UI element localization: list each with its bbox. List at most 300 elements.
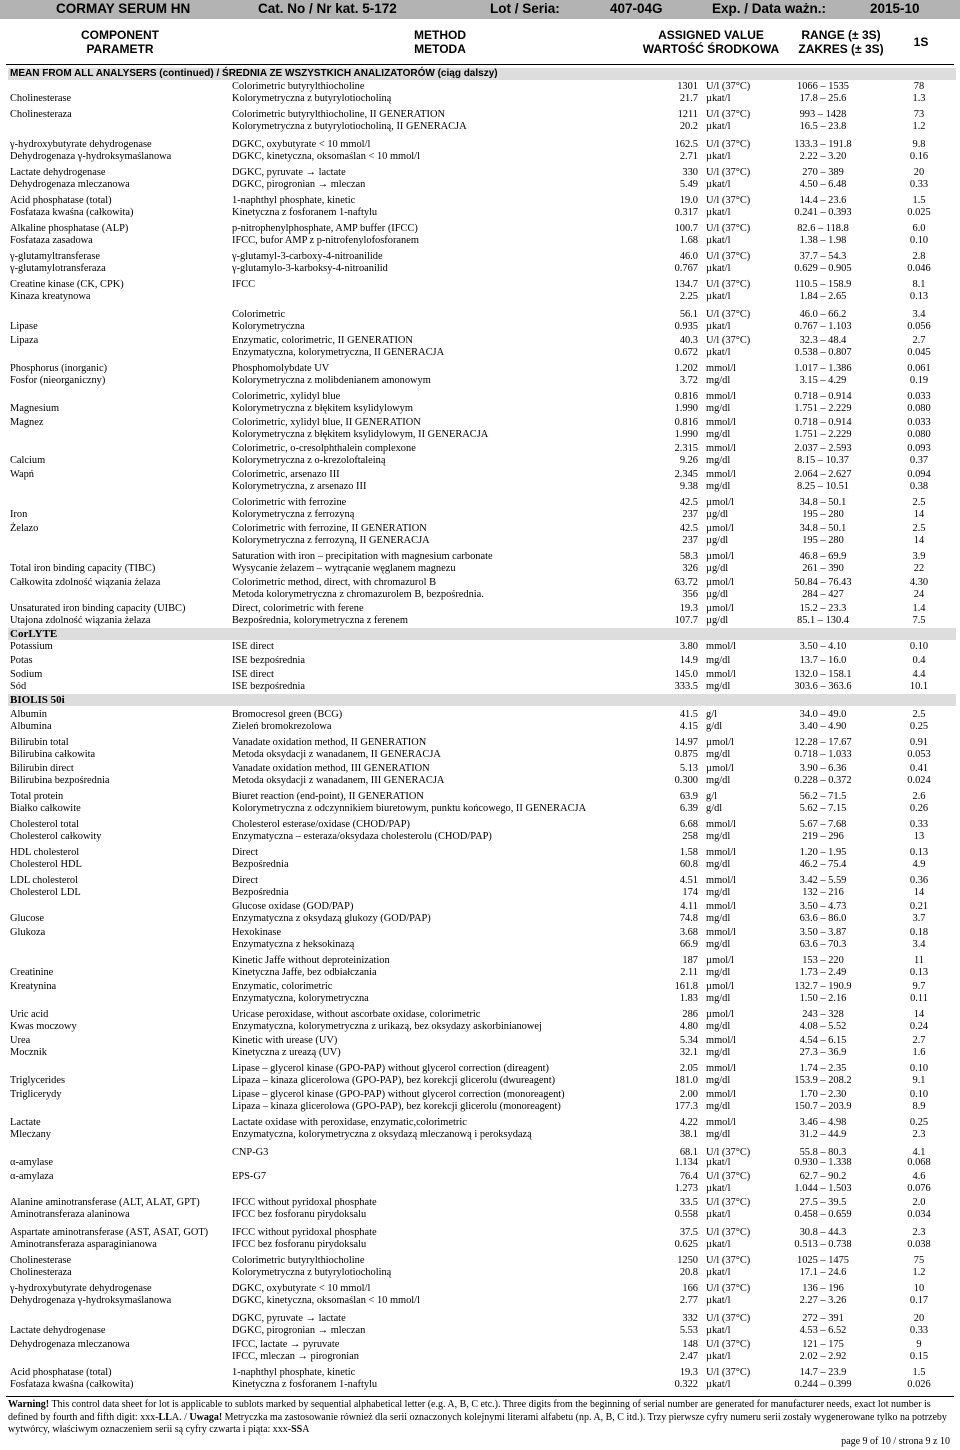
cell-one-s: 0.4 — [912, 655, 926, 666]
cell-range: 46.2 – 75.4 — [799, 859, 847, 870]
cell-component: Mocznik — [10, 1047, 47, 1058]
cell-assigned-value: 4.11 — [680, 901, 698, 912]
cell-assigned-value: 1.990 — [674, 403, 698, 414]
cell-component: Potas — [10, 655, 33, 666]
table-row — [0, 1020, 960, 1034]
cell-component: Unsaturated iron binding capacity (UIBC) — [10, 603, 186, 614]
cell-one-s: 9.8 — [912, 139, 926, 150]
cell-method: Kolorymetryczna z ferrozyną — [232, 509, 355, 520]
cell-unit: mmol/l — [706, 443, 737, 454]
cell-component: Lactate dehydrogenase — [10, 1325, 106, 1336]
cell-range: 243 – 328 — [802, 1009, 844, 1020]
cell-range: 3.50 – 4.10 — [799, 641, 847, 652]
cell-one-s: 3.4 — [912, 939, 926, 950]
cell-one-s: 22 — [913, 563, 925, 574]
cell-component: Fosfor (nieorganiczny) — [10, 375, 106, 386]
cell-range: 219 – 296 — [802, 831, 844, 842]
cell-unit: U/l (37°C) — [706, 1283, 751, 1294]
table-row — [0, 1100, 960, 1114]
cell-one-s: 0.25 — [909, 1117, 929, 1128]
cell-unit: µmol/l — [706, 603, 734, 614]
cell-method: IFCC, bufor AMP z p-nitrofenylofosforanem — [232, 235, 419, 246]
cell-range: 27.3 – 36.9 — [799, 1047, 847, 1058]
cell-method: EPS-G7 — [232, 1171, 267, 1182]
cell-method: Kolorymetryczna z butyrylotiocholiną, II GENERACJA — [232, 121, 467, 132]
cell-method: Bezpośrednia, kolorymetryczna z ferenem — [232, 615, 408, 626]
cell-assigned-value: 60.8 — [679, 859, 698, 870]
cell-assigned-value: 326 — [682, 563, 698, 574]
cell-assigned-value: 3.72 — [679, 375, 698, 386]
table-row — [0, 346, 960, 360]
cell-one-s: 14 — [913, 1009, 925, 1020]
cell-unit: µkat/l — [706, 321, 731, 332]
cell-component: Cholesterol LDL — [10, 887, 81, 898]
cell-assigned-value: 134.7 — [674, 279, 698, 290]
table-row — [0, 886, 960, 900]
cell-unit: U/l (37°C) — [706, 1171, 751, 1182]
table-row — [0, 1266, 960, 1280]
cell-range: 0.458 – 0.659 — [794, 1209, 852, 1220]
cell-component: Acid phosphatase (total) — [10, 195, 112, 206]
catalog-number: Cat. No / Nr kat. 5-172 — [258, 1, 397, 16]
cell-assigned-value: 4.51 — [679, 875, 698, 886]
cell-method: Colorimetric butyrylthiocholine, II GENERATION — [232, 109, 445, 120]
cell-method: IFCC, mleczan → pirogronian — [232, 1351, 359, 1362]
table-row — [0, 830, 960, 844]
cell-assigned-value: 46.0 — [679, 251, 698, 262]
cell-range: 132 – 216 — [802, 887, 844, 898]
cell-range: 5.62 – 7.15 — [799, 803, 847, 814]
cell-method: Kolorymetryczna z błękitem ksylidylowym, II GENERACJA — [232, 429, 489, 440]
cell-one-s: 0.053 — [907, 749, 931, 760]
cell-component: Lipase — [10, 321, 38, 332]
cell-assigned-value: 0.935 — [674, 321, 698, 332]
expiry-label: Exp. / Data ważn.: — [712, 1, 827, 16]
cell-unit: mg/dl — [706, 775, 731, 786]
cell-unit: mg/dl — [706, 887, 731, 898]
cell-method: DGKC, kinetyczna, oksomaślan < 10 mmol/l — [232, 1295, 420, 1306]
cell-assigned-value: 2.05 — [679, 1063, 698, 1074]
cell-component: Sód — [10, 681, 27, 692]
cell-assigned-value: 1.134 — [674, 1157, 698, 1168]
cell-range: 46.0 – 66.2 — [799, 309, 847, 320]
cell-one-s: 0.37 — [909, 455, 929, 466]
cell-assigned-value: 14.97 — [674, 737, 698, 748]
product-name: CORMAY SERUM HN — [56, 1, 191, 16]
cell-range: 132.0 – 158.1 — [794, 669, 852, 680]
cell-assigned-value: 166 — [682, 1283, 698, 1294]
cell-assigned-value: 6.39 — [679, 803, 698, 814]
cell-assigned-value: 2.47 — [679, 1351, 698, 1362]
cell-range: 1.84 – 2.65 — [799, 291, 847, 302]
cell-component: Alanine aminotransferase (ALT, ALAT, GPT) — [10, 1197, 200, 1208]
cell-range: 1.044 – 1.503 — [794, 1183, 852, 1194]
cell-assigned-value: 42.5 — [679, 523, 698, 534]
cell-component: Aminotransferaza asparaginianowa — [10, 1239, 157, 1250]
cell-component: Uric acid — [10, 1009, 49, 1020]
cell-method: DGKC, oxybutyrate < 10 mmol/l — [232, 139, 371, 150]
cell-range: 4.53 – 6.52 — [799, 1325, 847, 1336]
cell-unit: µmol/l — [706, 737, 734, 748]
cell-range: 133.3 – 191.8 — [794, 139, 852, 150]
cell-one-s: 2.0 — [912, 1197, 926, 1208]
cell-range: 1.20 – 1.95 — [799, 847, 847, 858]
cell-one-s: 1.3 — [912, 93, 926, 104]
cell-one-s: 0.034 — [907, 1209, 931, 1220]
cell-method: Kinetyczna Jaffe, bez odbiałczania — [232, 967, 377, 978]
cell-unit: µmol/l — [706, 497, 734, 508]
cell-unit: mg/dl — [706, 681, 731, 692]
cell-method: ISE bezpośrednia — [232, 655, 305, 666]
cell-range: 16.5 – 23.8 — [799, 121, 847, 132]
cell-assigned-value: 2.77 — [679, 1295, 698, 1306]
cell-range: 4.50 – 6.48 — [799, 179, 847, 190]
cell-unit: µmol/l — [706, 523, 734, 534]
cell-assigned-value: 0.672 — [674, 347, 698, 358]
cell-range: 150.7 – 203.9 — [794, 1101, 852, 1112]
cell-assigned-value: 4.15 — [679, 721, 698, 732]
cell-unit: mg/dl — [706, 993, 731, 1004]
cell-component: Dehydrogenaza γ-hydroksymaślanowa — [10, 151, 172, 162]
cell-one-s: 2.7 — [912, 1035, 926, 1046]
cell-one-s: 4.30 — [909, 577, 929, 588]
cell-assigned-value: 9.38 — [679, 481, 698, 492]
cell-method: Direct — [232, 847, 258, 858]
cell-unit: mmol/l — [706, 363, 737, 374]
cell-assigned-value: 1.202 — [674, 363, 698, 374]
cell-unit: µg/dl — [706, 615, 729, 626]
lot-label: Lot / Seria: — [490, 1, 560, 16]
cell-assigned-value: 0.767 — [674, 263, 698, 274]
cell-assigned-value: 145.0 — [674, 669, 698, 680]
cell-range: 3.15 – 4.29 — [799, 375, 847, 386]
cell-one-s: 1.5 — [912, 195, 926, 206]
cell-range: 1.751 – 2.229 — [794, 403, 852, 414]
cell-assigned-value: 4.22 — [679, 1117, 698, 1128]
cell-one-s: 0.094 — [907, 469, 931, 480]
cell-component: Total protein — [10, 791, 64, 802]
cell-method: Enzymatyczna, kolorymetryczna z urikazą, bez oksydazy askorbinianowej — [232, 1021, 542, 1032]
cell-unit: g/l — [706, 709, 717, 720]
cell-unit: µg/dl — [706, 589, 729, 600]
cell-component: Lipaza — [10, 335, 39, 346]
cell-assigned-value: 40.3 — [679, 335, 698, 346]
cell-unit: mmol/l — [706, 819, 737, 830]
cell-assigned-value: 4.80 — [679, 1021, 698, 1032]
cell-assigned-value: 161.8 — [674, 981, 698, 992]
cell-unit: U/l (37°C) — [706, 167, 751, 178]
cell-one-s: 1.6 — [912, 1047, 926, 1058]
cell-method: IFCC without pyridoxal phosphate — [232, 1197, 377, 1208]
cell-range: 55.8 – 80.3 — [799, 1147, 847, 1158]
cell-method: Colorimetric, xylidyl blue, II GENERATION — [232, 417, 421, 428]
cell-range: 270 – 389 — [802, 167, 844, 178]
cell-method: IFCC without pyridoxal phosphate — [232, 1227, 377, 1238]
table-row — [0, 1128, 960, 1142]
cell-assigned-value: 6.68 — [679, 819, 698, 830]
cell-one-s: 2.7 — [912, 335, 926, 346]
cell-method: Enzymatyczna z oksydazą glukozy (GOD/PAP) — [232, 913, 431, 924]
table-row — [0, 320, 960, 334]
cell-unit: µmol/l — [706, 1009, 734, 1020]
cell-component: α-amylase — [10, 1157, 53, 1168]
cell-range: 0.718 – 0.914 — [794, 417, 852, 428]
cell-range: 284 – 427 — [802, 589, 844, 600]
cell-range: 195 – 280 — [802, 535, 844, 546]
cell-component: Lactate dehydrogenase — [10, 167, 106, 178]
cell-one-s: 0.026 — [907, 1379, 931, 1390]
cell-assigned-value: 1.990 — [674, 429, 698, 440]
cell-range: 1.73 – 2.49 — [799, 967, 847, 978]
cell-component: Albumina — [10, 721, 52, 732]
cell-one-s: 2.3 — [912, 1129, 926, 1140]
cell-unit: U/l (37°C) — [706, 81, 751, 92]
cell-component: LDL cholesterol — [10, 875, 78, 886]
cell-assigned-value: 237 — [682, 535, 698, 546]
cell-unit: U/l (37°C) — [706, 1339, 751, 1350]
cell-unit: mg/dl — [706, 1075, 731, 1086]
cell-unit: U/l (37°C) — [706, 1313, 751, 1324]
cell-method: ISE direct — [232, 669, 274, 680]
cell-unit: mg/dl — [706, 403, 731, 414]
cell-range: 3.40 – 4.90 — [799, 721, 847, 732]
cell-one-s: 13 — [913, 831, 925, 842]
cell-one-s: 0.18 — [909, 927, 929, 938]
table-row — [0, 938, 960, 952]
table-row — [0, 150, 960, 164]
cell-one-s: 2.3 — [912, 1227, 926, 1238]
cell-one-s: 8.1 — [912, 279, 926, 290]
table-row — [0, 680, 960, 694]
cell-method: Biuret reaction (end-point), II GENERATION — [232, 791, 424, 802]
cell-one-s: 0.25 — [909, 721, 929, 732]
cell-component: Triglicerydy — [10, 1089, 62, 1100]
cell-assigned-value: 2.345 — [674, 469, 698, 480]
cell-range: 0.228 – 0.372 — [794, 775, 852, 786]
cell-method: DGKC, pyruvate → lactate — [232, 167, 346, 178]
table-row — [0, 1378, 960, 1392]
cell-method: DGKC, pirogronian → mleczan — [232, 179, 366, 190]
cell-range: 261 – 390 — [802, 563, 844, 574]
cell-method: IFCC — [232, 279, 256, 290]
cell-unit: U/l (37°C) — [706, 109, 751, 120]
cell-unit: U/l (37°C) — [706, 309, 751, 320]
cell-one-s: 0.093 — [907, 443, 931, 454]
cell-one-s: 3.7 — [912, 913, 926, 924]
cell-range: 132.7 – 190.9 — [794, 981, 852, 992]
cell-method: Metoda oksydacji z wanadanem, III GENERACJA — [232, 775, 445, 786]
table-row — [0, 1074, 960, 1088]
cell-one-s: 14 — [913, 535, 925, 546]
cell-method: Enzymatyczna, kolorymetryczna z oksydazą mleczanową i peroksydazą — [232, 1129, 532, 1140]
cell-method: IFCC, lactate → pyruvate — [232, 1339, 340, 1350]
cell-assigned-value: 286 — [682, 1009, 698, 1020]
header-1s: 1S — [913, 35, 929, 49]
cell-range: 0.244 – 0.399 — [794, 1379, 852, 1390]
cell-assigned-value: 3.68 — [679, 927, 698, 938]
cell-assigned-value: 38.1 — [679, 1129, 698, 1140]
cell-unit: µkat/l — [706, 207, 731, 218]
cell-range: 0.513 – 0.738 — [794, 1239, 852, 1250]
cell-one-s: 0.24 — [909, 1021, 929, 1032]
table-row — [0, 774, 960, 788]
cell-assigned-value: 20.2 — [679, 121, 698, 132]
cell-one-s: 0.36 — [909, 875, 929, 886]
cell-assigned-value: 100.7 — [674, 223, 698, 234]
cell-unit: µkat/l — [706, 1183, 731, 1194]
cell-assigned-value: 237 — [682, 509, 698, 520]
cell-unit: U/l (37°C) — [706, 279, 751, 290]
cell-unit: g/dl — [706, 803, 723, 814]
header-range: RANGE (± 3S) ZAKRES (± 3S) — [798, 28, 884, 56]
cell-component: γ-hydroxybutyrate dehydrogenase — [10, 1283, 152, 1294]
cell-range: 31.2 – 44.9 — [799, 1129, 847, 1140]
cell-one-s: 0.033 — [907, 391, 931, 402]
cell-range: 3.90 – 6.36 — [799, 763, 847, 774]
cell-method: DGKC, pyruvate → lactate — [232, 1313, 346, 1324]
cell-unit: µkat/l — [706, 121, 731, 132]
cell-one-s: 0.080 — [907, 429, 931, 440]
cell-range: 0.718 – 1.033 — [794, 749, 852, 760]
table-row — [0, 654, 960, 668]
cell-one-s: 0.33 — [909, 819, 929, 830]
cell-one-s: 0.13 — [909, 291, 929, 302]
cell-range: 13.7 – 16.0 — [799, 655, 847, 666]
cell-component: Mleczany — [10, 1129, 51, 1140]
cell-unit: µkat/l — [706, 1351, 731, 1362]
table-row — [0, 858, 960, 872]
cell-unit: µg/dl — [706, 563, 729, 574]
cell-unit: mg/dl — [706, 1047, 731, 1058]
cell-method: Lipaza – kinaza glicerolowa (GPO-PAP), bez korekcji glicerolu (monoreagent) — [232, 1101, 561, 1112]
cell-assigned-value: 356 — [682, 589, 698, 600]
cell-component: Magnesium — [10, 403, 60, 414]
cell-one-s: 0.11 — [910, 993, 928, 1004]
cell-one-s: 0.056 — [907, 321, 931, 332]
table-row — [0, 1156, 960, 1170]
cell-unit: U/l (37°C) — [706, 195, 751, 206]
table-row — [0, 992, 960, 1006]
cell-method: Vanadate oxidation method, III GENERATION — [232, 763, 430, 774]
cell-unit: U/l (37°C) — [706, 335, 751, 346]
cell-method: Colorimetric butyrylthiocholine — [232, 1255, 365, 1266]
cell-range: 63.6 – 70.3 — [799, 939, 847, 950]
cell-range: 272 – 391 — [802, 1313, 844, 1324]
cell-method: Kinetyczna z fosforanem 1-naftylu — [232, 207, 378, 218]
cell-range: 2.064 – 2.627 — [794, 469, 852, 480]
cell-method: DGKC, kinetyczna, oksomaślan < 10 mmol/l — [232, 151, 420, 162]
cell-one-s: 7.5 — [912, 615, 926, 626]
cell-assigned-value: 1.68 — [679, 235, 698, 246]
table-row — [0, 178, 960, 192]
cell-component: Phosphorus (inorganic) — [10, 363, 108, 374]
cell-range: 1.50 – 2.16 — [799, 993, 847, 1004]
cell-method: Lipase – glycerol kinase (GPO-PAP) without glycerol correction (direagent) — [232, 1063, 550, 1074]
table-row — [0, 1294, 960, 1308]
cell-assigned-value: 148 — [682, 1339, 698, 1350]
cell-range: 1.017 – 1.386 — [794, 363, 852, 374]
cell-range: 0.629 – 0.905 — [794, 263, 852, 274]
cell-assigned-value: 76.4 — [679, 1171, 698, 1182]
cell-assigned-value: 0.317 — [674, 207, 698, 218]
cell-method: Kolorymetryczna z błękitem ksylidylowym — [232, 403, 413, 414]
cell-range: 2.27 – 3.26 — [799, 1295, 847, 1306]
cell-range: 56.2 – 71.5 — [799, 791, 847, 802]
cell-method: ISE bezpośrednia — [232, 681, 305, 692]
cell-component: Creatinine — [10, 967, 54, 978]
cell-method: Enzymatyczna – esteraza/oksydaza cholesterolu (CHOD/PAP) — [232, 831, 492, 842]
cell-component: Żelazo — [10, 523, 39, 534]
cell-method: Colorimetric, xylidyl blue — [232, 391, 341, 402]
cell-component: Acid phosphatase (total) — [10, 1367, 112, 1378]
table-row — [0, 402, 960, 416]
cell-range: 1025 – 1475 — [797, 1255, 849, 1266]
table-row — [0, 120, 960, 134]
cell-range: 12.28 – 17.67 — [794, 737, 852, 748]
cell-assigned-value: 5.53 — [679, 1325, 698, 1336]
cell-range: 34.8 – 50.1 — [799, 523, 847, 534]
cell-unit: mg/dl — [706, 939, 731, 950]
cell-one-s: 0.15 — [909, 1351, 929, 1362]
cell-one-s: 11 — [913, 955, 924, 966]
cell-method: Colorimetric — [232, 309, 286, 320]
cell-one-s: 0.10 — [909, 641, 929, 652]
header-component: COMPONENT PARAMETR — [81, 28, 159, 56]
cell-component: γ-glutamylotransferaza — [10, 263, 106, 274]
cell-unit: U/l (37°C) — [706, 1147, 751, 1158]
cell-method: γ-glutamylo-3-karboksy-4-nitroanilid — [232, 263, 388, 274]
cell-unit: U/l (37°C) — [706, 139, 751, 150]
cell-range: 1.74 – 2.35 — [799, 1063, 847, 1074]
cell-method: Kolorymetryczna z o-krezoloftaleiną — [232, 455, 386, 466]
cell-assigned-value: 19.3 — [679, 1367, 698, 1378]
cell-range: 2.22 – 3.20 — [799, 151, 847, 162]
cell-component: γ-glutamyltransferase — [10, 251, 100, 262]
cell-component: Aspartate aminotransferase (AST, ASAT, GOT) — [10, 1227, 209, 1238]
table-row — [0, 1324, 960, 1338]
cell-range: 0.241 – 0.393 — [794, 207, 852, 218]
table-row — [0, 614, 960, 628]
expiry-date: 2015-10 — [870, 1, 920, 16]
cell-range: 14.4 – 23.6 — [799, 195, 847, 206]
cell-range: 153 – 220 — [802, 955, 844, 966]
cell-unit: µkat/l — [706, 1267, 731, 1278]
cell-method: Zieleń bromokrezolowa — [232, 721, 332, 732]
cell-one-s: 6.0 — [912, 223, 926, 234]
cell-unit: mg/dl — [706, 1129, 731, 1140]
cell-one-s: 0.21 — [909, 901, 929, 912]
cell-unit: mmol/l — [706, 669, 737, 680]
header-assigned-value: ASSIGNED VALUE WARTOŚĆ ŚRODKOWA — [642, 28, 780, 56]
cell-one-s: 0.10 — [909, 1089, 929, 1100]
cell-component: Aminotransferaza alaninowa — [10, 1209, 130, 1220]
cell-assigned-value: 0.558 — [674, 1209, 698, 1220]
cell-one-s: 73 — [913, 109, 925, 120]
cell-unit: µkat/l — [706, 151, 731, 162]
cell-range: 3.50 – 4.73 — [799, 901, 847, 912]
cell-one-s: 0.061 — [907, 363, 931, 374]
cell-method: Kinetic Jaffe without deproteinization — [232, 955, 390, 966]
cell-assigned-value: 107.7 — [674, 615, 698, 626]
cell-method: Colorimetric, o-cresolphthalein complexone — [232, 443, 416, 454]
cell-unit: µkat/l — [706, 235, 731, 246]
cell-assigned-value: 21.7 — [679, 93, 698, 104]
cell-unit: mg/dl — [706, 375, 731, 386]
cell-unit: mmol/l — [706, 1035, 737, 1046]
cell-assigned-value: 332 — [682, 1313, 698, 1324]
cell-unit: µkat/l — [706, 1325, 731, 1336]
cell-component: Creatine kinase (CK, CPK) — [10, 279, 124, 290]
